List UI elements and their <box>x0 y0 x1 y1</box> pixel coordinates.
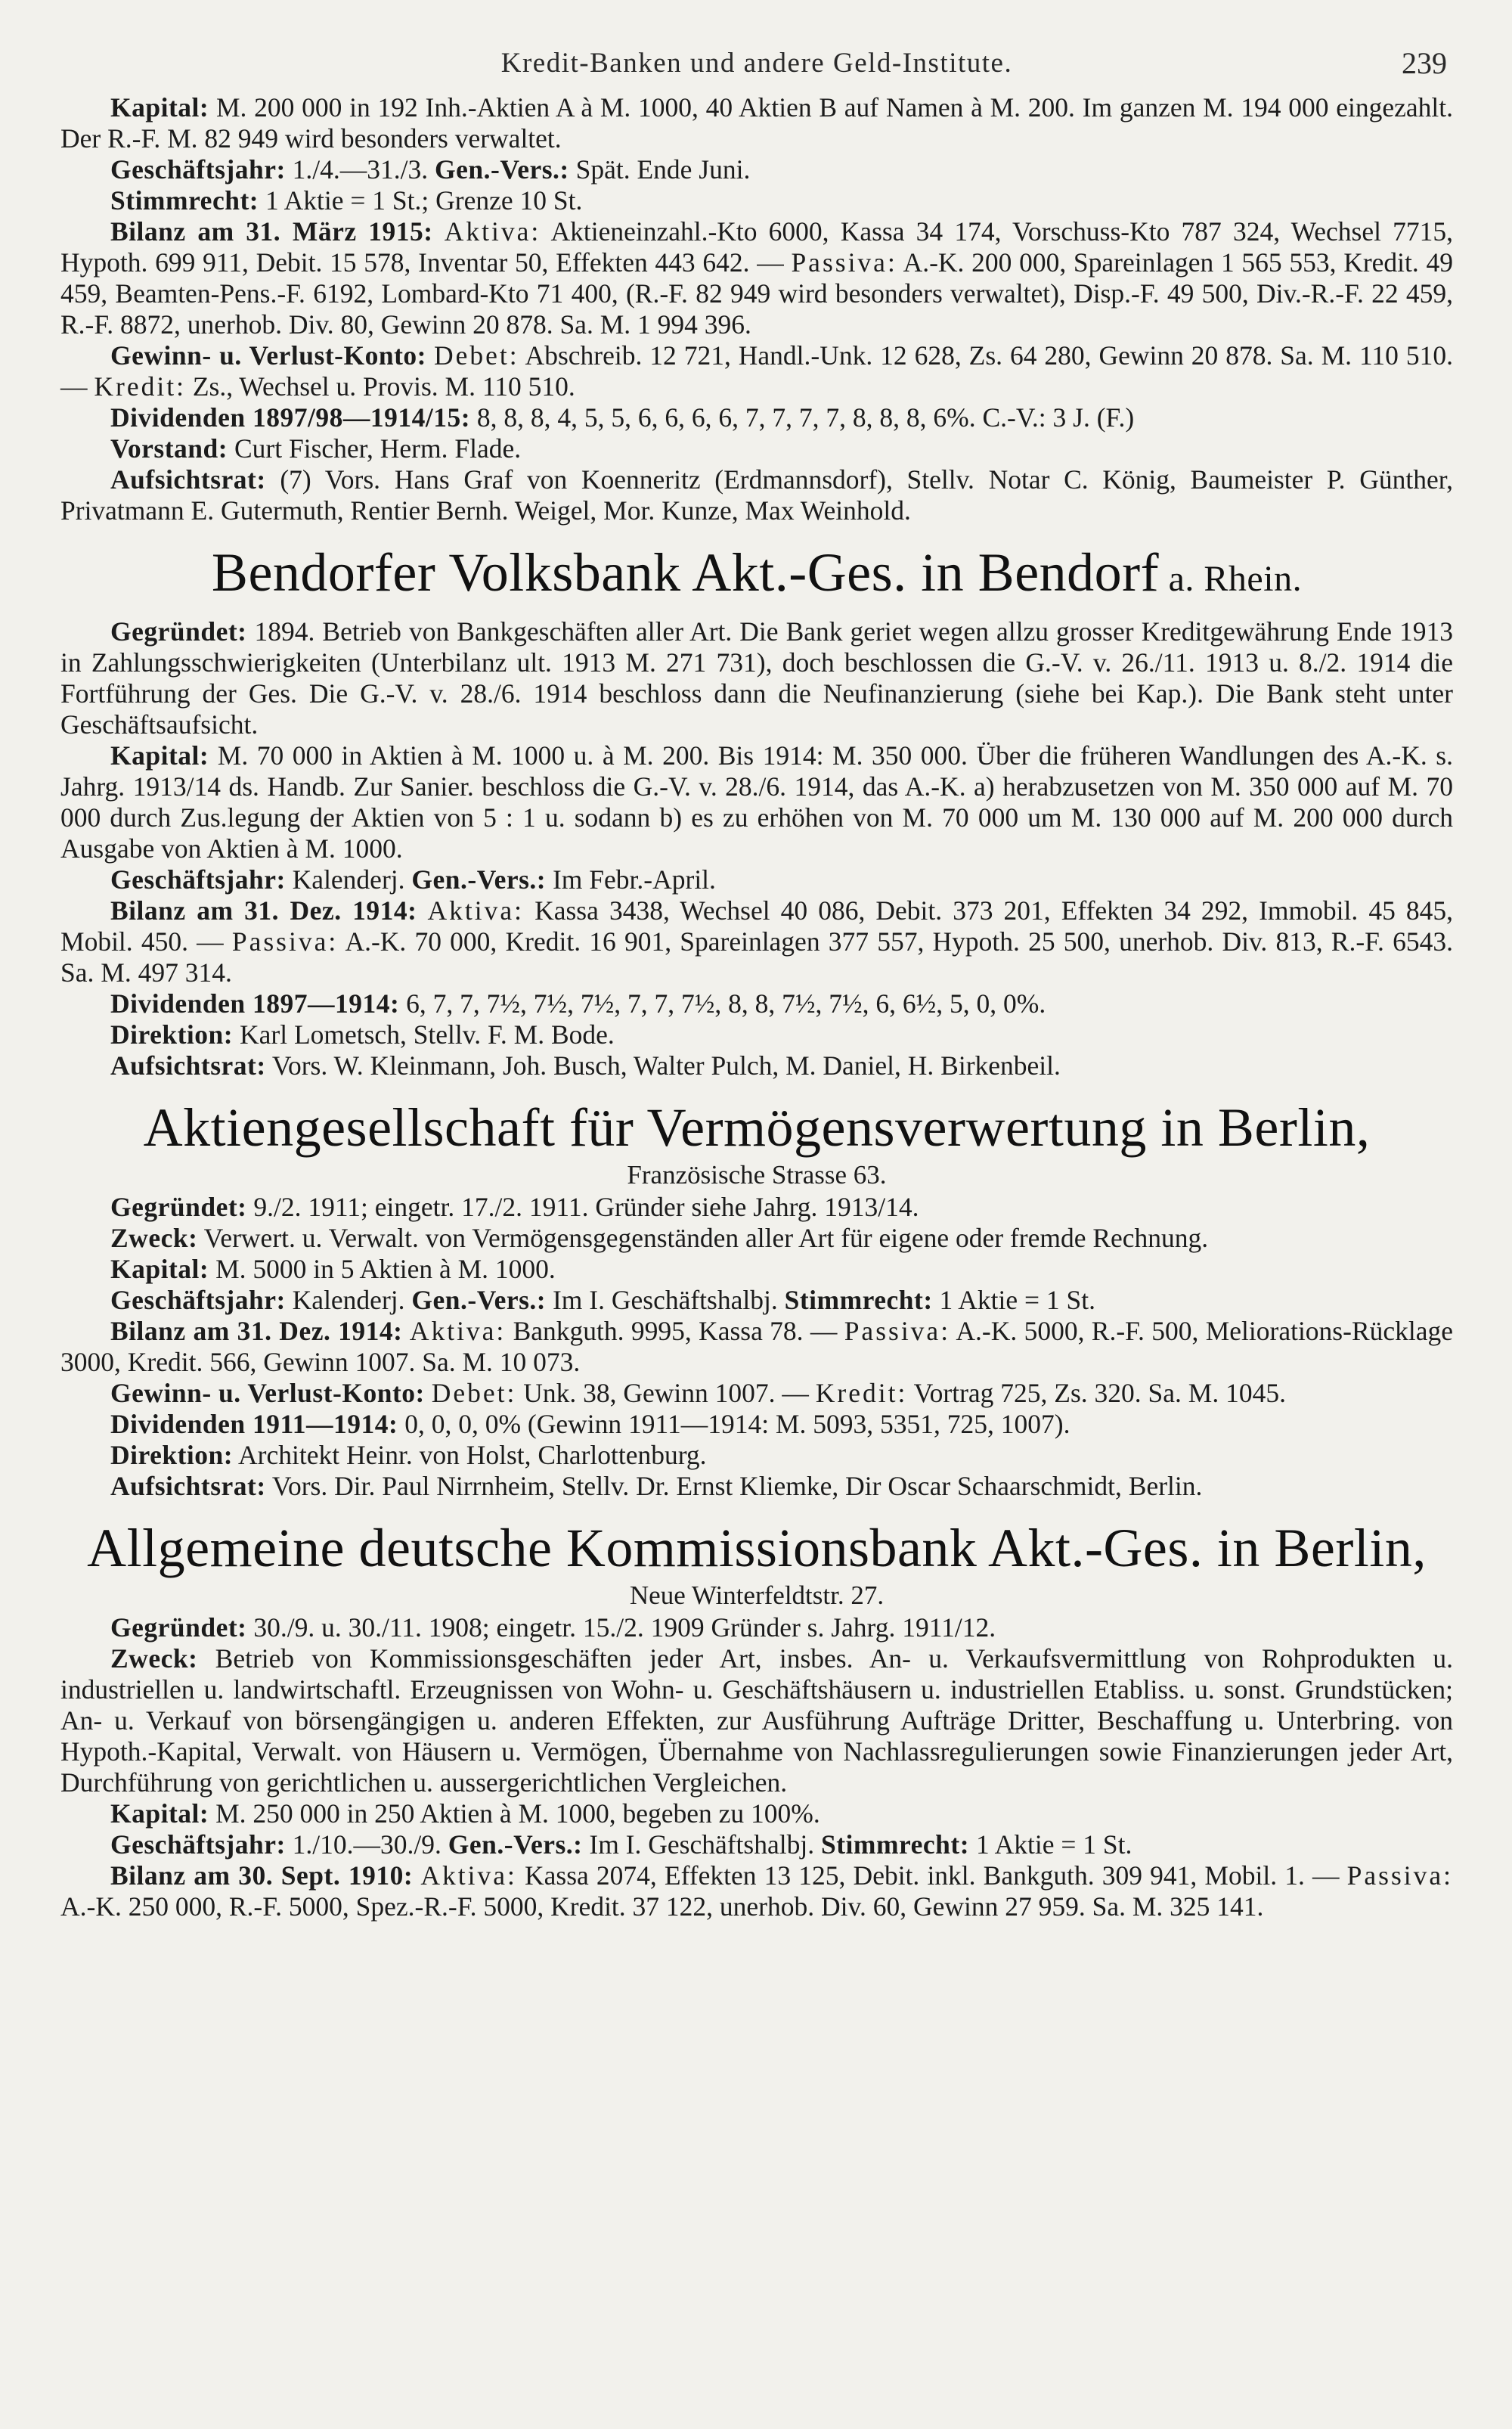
stimmrecht-label: Stimmrecht: <box>784 1285 933 1315</box>
bilanz-label: Bilanz am 31. Dez. 1914: <box>110 1316 403 1346</box>
gegruendet-text: 1894. Betrieb von Bankgeschäften aller Art. Die Bank geriet wegen allzu grosser Kreditgewährung Ende 1913 in Zahlungsschwierigkeiten (Unterbilanz ult. 1913 M. 271 731), doch beschlossen die G.-V. v. 26./11. 1913 u. 8./2. 1914 die Fortführung der Ges. Die G.-V. v. 28./6. 1914 beschloss dann die Neufinanzierung (siehe bei Kap.). Die Bank steht unter Geschäftsaufsicht. <box>60 616 1453 740</box>
entry-title-main: Bendorfer Volksbank Akt.-Ges. in Bendorf <box>211 542 1160 603</box>
aufsichtsrat-paragraph <box>60 464 1453 526</box>
entry-continuation <box>60 92 1453 526</box>
direktion-paragraph <box>60 1440 1453 1471</box>
geschaeftsjahr-paragraph <box>60 1829 1453 1860</box>
bilanz-paragraph <box>60 216 1453 340</box>
aufsichtsrat-label: Aufsichtsrat: <box>110 1050 266 1081</box>
debet-label: Debet: <box>431 1378 517 1408</box>
bilanz-label: Bilanz am 31. Dez. 1914: <box>110 895 417 926</box>
zweck-text: Betrieb von Kommissionsgeschäften jeder Art, insbes. An- u. Verkaufsvermittlung von Rohprodukten u. industriellen u. landwirtschaftl. Erzeugnissen von Wohn- u. Geschäftshäusern u. industriellen Etabliss. u. sonst. Grundstücken; An- u. Verkauf von börsengängigen u. anderen Effekten, zur Ausführung Aufträge Dritter, Beschaffung u. Unterbring. von Hypoth.-Kapital, Verwalt. von Häusern u. Vermögen, Übernahme von Nachlassregulierungen sowie Finanzierungen jeder Art, Durchführung von gerichtlichen u. aussergerichtlichen Vergleichen. <box>60 1643 1453 1798</box>
kapital-paragraph <box>60 92 1453 154</box>
guv-paragraph <box>60 340 1453 402</box>
gegruendet-text: 30./9. u. 30./11. 1908; eingetr. 15./2. 1909 Gründer s. Jahrg. 1911/12. <box>246 1612 996 1643</box>
geschaeftsjahr-paragraph <box>60 1285 1453 1316</box>
debet-text: Unk. 38, Gewinn 1007. — <box>516 1378 816 1408</box>
kapital-paragraph <box>60 740 1453 864</box>
zweck-label: Zweck: <box>110 1223 198 1253</box>
dividenden-label: Dividenden 1897—1914: <box>110 988 400 1019</box>
entry-title: Allgemeine deutsche Kommissionsbank Akt.-Ges. in Berlin, <box>87 1518 1427 1578</box>
aktiva-label: Aktiva: <box>409 1316 507 1346</box>
geschaeftsjahr-text: Kalenderj. <box>285 1285 405 1315</box>
bilanz-paragraph <box>60 1316 1453 1378</box>
genvers-text: Im I. Geschäftshalbj. <box>582 1829 815 1860</box>
geschaeftsjahr-text: 1./10.—30./9. <box>285 1829 442 1860</box>
passiva-label: Passiva: <box>1346 1860 1454 1891</box>
stimmrecht-paragraph <box>60 185 1453 216</box>
geschaeftsjahr-text: Kalenderj. <box>285 864 405 895</box>
vorstand-label: Vorstand: <box>110 433 228 464</box>
running-title: Kredit-Banken und andere Geld-Institute. <box>500 48 1013 79</box>
entry-kommissionsbank <box>60 1515 1453 1922</box>
passiva-text: A.-K. 70 000, Kredit. 16 901, Spareinlagen 377 557, Hypoth. 25 500, unerhob. Div. 813, R.-F. 6543. Sa. M. 497 314. <box>60 926 1453 988</box>
zweck-label: Zweck: <box>110 1643 198 1674</box>
aufsichtsrat-paragraph <box>60 1471 1453 1502</box>
aufsichtsrat-label: Aufsichtsrat: <box>110 464 266 495</box>
aktiva-text: Bankguth. 9995, Kassa 78. — <box>506 1316 844 1346</box>
genvers-text: Im I. Geschäftshalbj. <box>546 1285 778 1315</box>
bilanz-paragraph <box>60 895 1453 988</box>
dividenden-text: 6, 7, 7, 7½, 7½, 7½, 7, 7, 7½, 8, 8, 7½, 7½, 6, 6½, 5, 0, 0%. <box>399 988 1046 1019</box>
debet-label: Debet: <box>433 340 519 371</box>
aufsichtsrat-text: Vors. W. Kleinmann, Joh. Busch, Walter Pulch, M. Daniel, H. Birkenbeil. <box>265 1050 1061 1081</box>
entry-title <box>60 540 1453 612</box>
dividenden-text: 0, 0, 0, 0% (Gewinn 1911—1914: M. 5093, 5351, 725, 1007). <box>398 1409 1070 1439</box>
kapital-text: M. 250 000 in 250 Aktien à M. 1000, begeben zu 100%. <box>209 1798 820 1829</box>
entry-bendorfer-volksbank <box>60 540 1453 1081</box>
kapital-label: Kapital: <box>110 92 209 123</box>
entry-title: Aktiengesellschaft für Vermögensverwertung in Berlin, <box>143 1097 1371 1158</box>
guv-label: Gewinn- u. Verlust-Konto: <box>110 1378 425 1408</box>
vorstand-text: Curt Fischer, Herm. Flade. <box>228 433 522 464</box>
zweck-paragraph <box>60 1223 1453 1254</box>
kredit-text: Zs., Wechsel u. Provis. M. 110 510. <box>185 371 575 402</box>
passiva-text: A.-K. 200 000, Spareinlagen 1 565 553, Kredit. 49 459, Beamten-Pens.-F. 6192, Lombard-Kto 71 400, (R.-F. 82 949 wird besonders verwaltet), Disp.-F. 49 500, Div.-R.-F. 22 459, R.-F. 8872, unerhob. Div. 80, Gewinn 20 878. Sa. M. 1 994 396. <box>60 247 1453 340</box>
genvers-label: Gen.-Vers.: <box>435 154 569 185</box>
kapital-label: Kapital: <box>110 1798 209 1829</box>
bilanz-label: Bilanz am 31. März 1915: <box>110 216 433 247</box>
bilanz-label: Bilanz am 30. Sept. 1910: <box>110 1860 414 1891</box>
direktion-label: Direktion: <box>110 1440 234 1470</box>
stimmrecht-label: Stimmrecht: <box>110 185 259 216</box>
kapital-paragraph <box>60 1254 1453 1285</box>
dividenden-paragraph <box>60 1409 1453 1440</box>
kapital-paragraph <box>60 1798 1453 1829</box>
aufsichtsrat-paragraph <box>60 1050 1453 1081</box>
kapital-text: M. 5000 in 5 Aktien à M. 1000. <box>209 1254 556 1284</box>
stimmrecht-text: 1 Aktie = 1 St.; Grenze 10 St. <box>259 185 583 216</box>
direktion-paragraph <box>60 1019 1453 1050</box>
guv-label: Gewinn- u. Verlust-Konto: <box>110 340 426 371</box>
kapital-text: M. 200 000 in 192 Inh.-Aktien A à M. 1000, 40 Aktien B auf Namen à M. 200. Im ganzen M. 194 000 eingezahlt. Der R.-F. M. 82 949 wird besonders verwaltet. <box>60 92 1453 154</box>
passiva-text: A.-K. 5000, R.-F. 500, Meliorations-Rücklage 3000, Kredit. 566, Gewinn 1007. Sa. M. 10 073. <box>60 1316 1454 1377</box>
aufsichtsrat-text: Vors. Dir. Paul Nirrnheim, Stellv. Dr. Ernst Kliemke, Dir Oscar Schaarschmidt, Berlin. <box>265 1471 1203 1501</box>
stimmrecht-text: 1 Aktie = 1 St. <box>932 1285 1095 1315</box>
entry-address: Neue Winterfeldtstr. 27. <box>629 1581 885 1610</box>
geschaeftsjahr-paragraph <box>60 154 1453 185</box>
passiva-label: Passiva: <box>231 926 339 957</box>
entry-vermoegensverwertung <box>60 1095 1453 1502</box>
dividenden-label: Dividenden 1911—1914: <box>110 1409 398 1439</box>
gegruendet-label: Gegründet: <box>110 1192 247 1222</box>
aktiva-text: Kassa 2074, Effekten 13 125, Debit. inkl. Bankguth. 309 941, Mobil. 1. — <box>516 1860 1347 1891</box>
kapital-label: Kapital: <box>110 1254 209 1284</box>
passiva-label: Passiva: <box>791 247 897 278</box>
aktiva-label: Aktiva: <box>427 895 525 926</box>
passiva-text: A.-K. 250 000, R.-F. 5000, Spez.-R.-F. 5000, Kredit. 37 122, unerhob. Div. 60, Gewinn 27 959. Sa. M. 325 141. <box>60 1891 1264 1922</box>
genvers-label: Gen.-Vers.: <box>448 1829 583 1860</box>
direktion-text: Architekt Heinr. von Holst, Charlottenburg. <box>233 1440 707 1470</box>
stimmrecht-text: 1 Aktie = 1 St. <box>969 1829 1132 1860</box>
genvers-label: Gen.-Vers.: <box>411 864 547 895</box>
aktiva-label: Aktiva: <box>420 1860 517 1891</box>
aktiva-text: Kassa 3438, Wechsel 40 086, Debit. 373 201, Effekten 34 292, Immobil. 45 845, Mobil. 450. — <box>60 895 1454 957</box>
running-header <box>60 39 1453 92</box>
geschaeftsjahr-text: 1./4.—31./3. <box>285 154 429 185</box>
kredit-text: Vortrag 725, Zs. 320. Sa. M. 1045. <box>907 1378 1286 1408</box>
aufsichtsrat-text: (7) Vors. Hans Graf von Koenneritz (Erdmannsdorf), Stellv. Notar C. König, Baumeister P. Günther, Privatmann E. Gutermuth, Rentier Bernh. Weigel, Mor. Kunze, Max Weinhold. <box>60 464 1453 526</box>
zweck-paragraph <box>60 1643 1453 1798</box>
bilanz-paragraph <box>60 1860 1453 1922</box>
zweck-text: Verwert. u. Verwalt. von Vermögensgegenständen aller Art für eigene oder fremde Rechnung. <box>197 1223 1209 1253</box>
dividenden-paragraph <box>60 402 1453 433</box>
genvers-text: Im Febr.-April. <box>546 864 716 895</box>
geschaeftsjahr-label: Geschäftsjahr: <box>110 1285 286 1315</box>
guv-paragraph <box>60 1378 1453 1409</box>
aktiva-text: Aktieneinzahl.-Kto 6000, Kassa 34 174, Vorschuss-Kto 787 324, Wechsel 7715, Hypoth. 699 911, Debit. 15 578, Inventar 50, Effekten 443 642. — <box>60 216 1453 278</box>
kredit-label: Kredit: <box>94 371 186 402</box>
vorstand-paragraph <box>60 433 1453 464</box>
geschaeftsjahr-label: Geschäftsjahr: <box>110 1829 286 1860</box>
debet-text: Abschreib. 12 721, Handl.-Unk. 12 628, Zs. 64 280, Gewinn 20 878. Sa. M. 110 510. — <box>60 340 1453 402</box>
passiva-label: Passiva: <box>844 1316 951 1346</box>
geschaeftsjahr-label: Geschäftsjahr: <box>110 864 286 895</box>
entry-address: Französische Strasse 63. <box>627 1160 887 1190</box>
gegruendet-paragraph <box>60 616 1453 740</box>
genvers-text: Spät. Ende Juni. <box>569 154 751 185</box>
gegruendet-paragraph <box>60 1192 1453 1223</box>
geschaeftsjahr-paragraph <box>60 864 1453 895</box>
gegruendet-label: Gegründet: <box>110 1612 247 1643</box>
gegruendet-label: Gegründet: <box>110 616 247 647</box>
kapital-text: M. 70 000 in Aktien à M. 1000 u. à M. 200. Bis 1914: M. 350 000. Über die früheren Wandlungen des A.-K. s. Jahrg. 1913/14 ds. Handb. Zur Sanier. beschloss die G.-V. v. 28./6. 1914, das A.-K. a) herabzusetzen von M. 350 000 auf M. 70 000 durch Zus.legung der Aktien von 5 : 1 u. sodann b) es zu erhöhen von M. 70 000 um M. 130 000 auf M. 200 000 durch Ausgabe von Aktien à M. 1000. <box>60 740 1453 864</box>
genvers-label: Gen.-Vers.: <box>411 1285 547 1315</box>
entry-title-suffix: a. Rhein. <box>1159 559 1303 599</box>
aktiva-label: Aktiva: <box>444 216 541 247</box>
stimmrecht-label: Stimmrecht: <box>820 1829 970 1860</box>
gegruendet-text: 9./2. 1911; eingetr. 17./2. 1911. Gründer siehe Jahrg. 1913/14. <box>246 1192 919 1222</box>
direktion-label: Direktion: <box>110 1019 234 1050</box>
gegruendet-paragraph <box>60 1612 1453 1643</box>
kapital-label: Kapital: <box>110 740 209 771</box>
aufsichtsrat-label: Aufsichtsrat: <box>110 1471 266 1501</box>
direktion-text: Karl Lometsch, Stellv. F. M. Bode. <box>233 1019 615 1050</box>
geschaeftsjahr-label: Geschäftsjahr: <box>110 154 286 185</box>
dividenden-label: Dividenden 1897/98—1914/15: <box>110 402 471 433</box>
dividenden-text: 8, 8, 8, 4, 5, 5, 6, 6, 6, 6, 7, 7, 7, 7, 8, 8, 8, 6%. C.-V.: 3 J. (F.) <box>470 402 1135 433</box>
kredit-label: Kredit: <box>815 1378 908 1408</box>
dividenden-paragraph <box>60 988 1453 1019</box>
page-number: 239 <box>1402 46 1447 80</box>
